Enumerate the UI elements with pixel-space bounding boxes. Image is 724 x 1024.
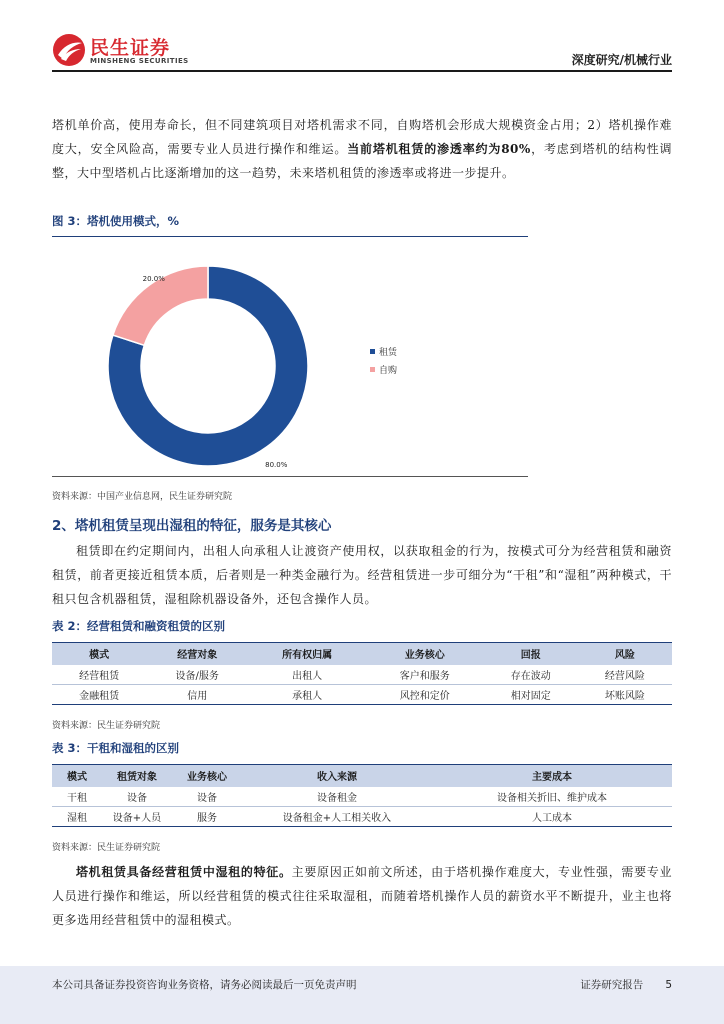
table-header-cell: 租赁对象: [102, 765, 172, 787]
table-cell: 设备: [102, 787, 172, 807]
table-cell: 设备相关折旧、维护成本: [432, 787, 672, 807]
legend-swatch-0: [370, 349, 375, 354]
header-divider: [52, 70, 672, 72]
footer-info: [580, 977, 672, 992]
report-category: 深度研究/机械行业: [571, 53, 672, 67]
dry-wet-lease-table: [52, 764, 672, 827]
table-row: [52, 787, 672, 807]
legend-swatch-1: [370, 367, 375, 372]
table-header-cell: 模式: [52, 765, 102, 787]
intro-paragraph: [52, 113, 672, 185]
section-heading: 2、塔机租赁呈现出湿租的特征，服务是其核心: [52, 518, 332, 534]
intro-highlight: 当前塔机租赁的渗透率约为80%: [347, 142, 531, 156]
logo-english-name: MINSHENG SECURITIES: [90, 57, 189, 65]
table-cell: 设备租金+人工相关收入: [242, 807, 432, 827]
figure-bottom-rule: [52, 476, 528, 477]
table-cell: 存在波动: [484, 665, 578, 685]
table-header-cell: 业务核心: [172, 765, 242, 787]
table-cell: 相对固定: [484, 685, 578, 705]
table-row: [52, 807, 672, 827]
page-number: 5: [665, 979, 672, 991]
table-row: [52, 685, 672, 705]
table-cell: 设备+人员: [102, 807, 172, 827]
table-header-cell: 回报: [484, 643, 578, 665]
page-header: [0, 0, 724, 74]
table-cell: 客户和服务: [366, 665, 484, 685]
table-cell: 坏账风险: [578, 685, 672, 705]
table-cell: 湿租: [52, 807, 102, 827]
page-footer: [0, 966, 724, 1024]
table-cell: 设备: [172, 787, 242, 807]
table3-title: 表 3：干租和湿租的区别: [52, 741, 180, 755]
table-cell: 人工成本: [432, 807, 672, 827]
table-cell: 承租人: [248, 685, 366, 705]
table-header-cell: 业务核心: [366, 643, 484, 665]
table-header-cell: 收入来源: [242, 765, 432, 787]
usage-mode-donut-chart: [52, 240, 528, 472]
figure-title: 图 3：塔机使用模式，%: [52, 214, 180, 228]
closing-highlight: 塔机租赁具备经营租赁中湿租的特征。: [76, 865, 292, 879]
table-header-row: [52, 643, 672, 665]
table-cell: 金融租赁: [52, 685, 146, 705]
table-cell: 设备/服务: [146, 665, 248, 685]
table-cell: 经营租赁: [52, 665, 146, 685]
table-cell: 干租: [52, 787, 102, 807]
table-header-cell: 经营对象: [146, 643, 248, 665]
table-row: [52, 665, 672, 685]
minsheng-logo-icon: [52, 33, 86, 67]
figure-source: 资料来源：中国产业信息网，民生证券研究院: [52, 492, 233, 502]
closing-text: 主要原因正如前文所述，由于塔机操作难度大，专业性强，需要专业人员进行操作和维运，所以经营租赁的模式往往采取湿租，而随着塔机操作人员的薪资水平不断提升，业主也将更多选用经营租赁中的湿租模式。: [52, 865, 672, 927]
table-header-row: [52, 765, 672, 787]
table-header-cell: 模式: [52, 643, 146, 665]
table-header-cell: 风险: [578, 643, 672, 665]
leasing-comparison-table: [52, 642, 672, 705]
table-cell: 信用: [146, 685, 248, 705]
intro-text: 塔机单价高，使用寿命长，但不同建筑项目对塔机需求不同，自购塔机会形成大规模资金占用；2）塔机操作难度大，安全风险高，需要专业人员进行操作和维运。: [52, 118, 672, 156]
data-label-0: 80.0%: [265, 461, 288, 470]
company-logo: [52, 33, 202, 69]
figure-top-rule: [52, 236, 528, 237]
footer-report-label: 证券研究报告: [580, 979, 644, 991]
table-header-cell: 所有权归属: [248, 643, 366, 665]
legend-label-1: 自购: [379, 366, 398, 376]
table3-source: 资料来源：民生证券研究院: [52, 843, 161, 853]
table2-title: 表 2：经营租赁和融资租赁的区别: [52, 619, 226, 633]
table-cell: 出租人: [248, 665, 366, 685]
footer-disclaimer: 本公司具备证券投资咨询业务资格，请务必阅读最后一页免责声明: [52, 979, 357, 991]
table-cell: 经营风险: [578, 665, 672, 685]
legend-label-0: 租赁: [379, 348, 398, 358]
data-label-1: 20.0%: [142, 274, 165, 283]
table-cell: 设备租金: [242, 787, 432, 807]
section-body: 租赁即在约定期间内，出租人向承租人让渡资产使用权，以获取租金的行为，按模式可分为经营租赁和融资租赁，前者更接近租赁本质，后者则是一种类金融行为。经营租赁进一步可细分为“干租”和“湿租”两种模式，干租只包含机器租赁，湿租除机器设备外，还包含操作人员。: [52, 544, 672, 606]
logo-chinese-name: 民生证券: [90, 37, 171, 59]
table2-source: 资料来源：民生证券研究院: [52, 721, 161, 731]
table-header-cell: 主要成本: [432, 765, 672, 787]
table-cell: 服务: [172, 807, 242, 827]
table-cell: 风控和定价: [366, 685, 484, 705]
closing-paragraph: [52, 860, 672, 932]
intro-tail: ，考虑到塔机的结构性调整，大中型塔机占比逐渐增加的这一趋势，未来塔机租赁的渗透率或将进一步提升。: [52, 142, 672, 180]
